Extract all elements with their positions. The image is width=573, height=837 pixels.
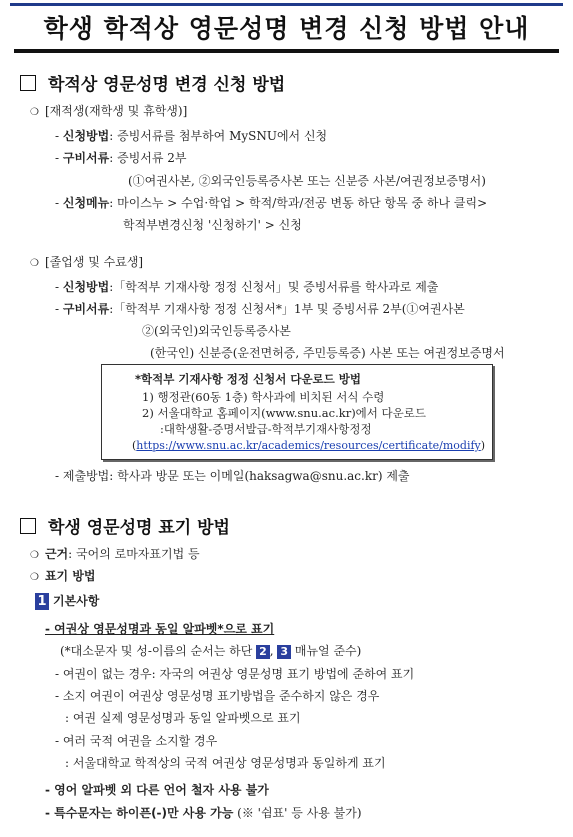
enrolled-menu-line2: 학적부변경신청 '신청하기' > 신청 xyxy=(123,218,302,232)
download-box-url-line: (https://www.snu.ac.kr/academics/resources/certificate/modify) xyxy=(132,439,486,452)
enrolled-label-line xyxy=(30,103,187,121)
enrolled-method-val: : 증빙서류를 첨부하여 MySNU에서 신청 xyxy=(109,129,328,143)
enrolled-docs-detail: (①여권사본, ②외국인등록증사본 또는 신분증 사본/여권정보증명서) xyxy=(128,174,486,188)
rule1-note-text: (*대소문자 및 성-이름의 순서는 하단 xyxy=(60,644,257,658)
graduates-label-line xyxy=(30,254,143,272)
badge-2: 2 xyxy=(256,645,270,659)
download-box-line1: 1) 행정관(60동 1층) 학사과에 비치된 서식 수령 xyxy=(142,390,385,404)
download-box-line3: :대학생활-증명서발급-학적부기재사항정정 xyxy=(160,422,372,436)
graduates-docs-val: :「학적부 기재사항 정정 신청서*」1부 및 증빙서류 2부(①여권사본 xyxy=(109,302,465,316)
sub2: - 소지 여권이 여권상 영문성명 표기방법을 준수하지 않은 경우 xyxy=(55,689,380,703)
rule3-line xyxy=(45,805,362,821)
graduates-method-key: 신청방법 xyxy=(62,280,110,294)
enrolled-docs-key: 구비서류 xyxy=(62,151,110,165)
rule1-note: (*대소문자 및 성-이름의 순서는 하단 2 , 3 매뉴얼 준수) xyxy=(60,644,362,658)
graduates-docs-line2: ②(외국인)외국인등록증사본 xyxy=(142,324,291,338)
square-bullet-icon xyxy=(20,518,36,534)
method-label: 표기 방법 xyxy=(44,569,96,583)
top-rule xyxy=(10,3,563,6)
graduates-method: - 신청방법:「학적부 기재사항 정정 신청서」및 증빙서류를 학사과로 제출 xyxy=(55,280,439,294)
enrolled-method: - 신청방법: 증빙서류를 첨부하여 MySNU에서 신청 xyxy=(55,129,328,143)
enrolled-menu-key: 신청메뉴 xyxy=(62,196,110,210)
page-title: 학생 학적상 영문성명 변경 신청 방법 안내 xyxy=(43,14,530,43)
graduates-submit: - 제출방법: 학사과 방문 또는 이메일(haksagwa@snu.ac.kr) 제출 xyxy=(55,469,410,483)
download-url-link[interactable]: https://www.snu.ac.kr/academics/resources/certificate/modify xyxy=(136,439,481,452)
basis-val: : 국어의 로마자표기법 등 xyxy=(68,547,200,561)
enrolled-method-key: 신청방법 xyxy=(62,129,110,143)
badge-3: 3 xyxy=(277,645,291,659)
enrolled-docs: - 구비서류: 증빙서류 2부 xyxy=(55,151,187,165)
section2-heading-text: 학생 영문성명 표기 방법 xyxy=(48,518,230,538)
method-line xyxy=(30,568,96,586)
rule1: - 여권상 영문성명과 동일 알파벳*으로 표기 xyxy=(45,622,275,636)
basic-label: 기본사항 xyxy=(53,594,100,608)
circle-bullet-icon: ❍ xyxy=(30,550,39,561)
graduates-docs-key: 구비서류 xyxy=(62,302,110,316)
title-underline xyxy=(14,49,559,53)
number-badge: 1 xyxy=(35,593,49,610)
graduates-docs-line3: (한국인) 신분증(운전면허증, 주민등록증) 사본 또는 여권정보증명서 xyxy=(150,346,505,360)
enrolled-docs-val: : 증빙서류 2부 xyxy=(109,151,187,165)
download-instructions-box xyxy=(101,364,493,460)
rule3: - 특수문자는 하이픈(-)만 사용 가능 xyxy=(45,806,234,820)
sub1: - 여권이 없는 경우: 자국의 여권상 영문성명 표기 방법에 준하여 표기 xyxy=(55,667,415,681)
graduates-label: [졸업생 및 수료생] xyxy=(44,255,144,269)
section1-heading-text: 학적상 영문성명 변경 신청 방법 xyxy=(48,75,286,95)
square-bullet-icon xyxy=(20,75,36,91)
enrolled-menu-val1: : 마이스누 > 수업·학업 > 학적/학과/전공 변동 하단 항목 중 하나 클릭> xyxy=(109,196,488,210)
basis-line xyxy=(30,546,200,564)
enrolled-label: [재적생(재학생 및 휴학생)] xyxy=(44,104,188,118)
section1-heading xyxy=(20,70,285,95)
rule2: - 영어 알파벳 외 다른 언어 철자 사용 불가 xyxy=(45,783,269,797)
enrolled-menu: - 신청메뉴: 마이스누 > 수업·학업 > 학적/학과/전공 변동 하단 항목 중 하나 클릭> xyxy=(55,196,488,210)
rule1-note-end: 매뉴얼 준수) xyxy=(291,644,362,658)
circle-bullet-icon: ❍ xyxy=(30,258,39,269)
circle-bullet-icon: ❍ xyxy=(30,107,39,118)
basic-heading xyxy=(35,593,99,610)
sub3: - 여러 국적 여권을 소지할 경우 xyxy=(55,734,218,748)
rule3-note: (※ '쉼표' 등 사용 불가) xyxy=(233,806,362,820)
graduates-docs: - 구비서류:「학적부 기재사항 정정 신청서*」1부 및 증빙서류 2부(①여권사본 xyxy=(55,302,465,316)
download-box-title: *학적부 기재사항 정정 신청서 다운로드 방법 xyxy=(135,372,361,386)
circle-bullet-icon: ❍ xyxy=(30,572,39,583)
graduates-method-val: :「학적부 기재사항 정정 신청서」및 증빙서류를 학사과로 제출 xyxy=(109,280,439,294)
download-box-line2: 2) 서울대학교 홈페이지(www.snu.ac.kr)에서 다운로드 xyxy=(142,406,426,420)
basis-key: 근거 xyxy=(44,547,69,561)
sub2-detail: : 여권 실제 영문성명과 동일 알파벳으로 표기 xyxy=(65,711,301,725)
sub3-detail: : 서울대학교 학적상의 국적 여권상 영문성명과 동일하게 표기 xyxy=(65,756,386,770)
section2-heading xyxy=(20,513,230,538)
